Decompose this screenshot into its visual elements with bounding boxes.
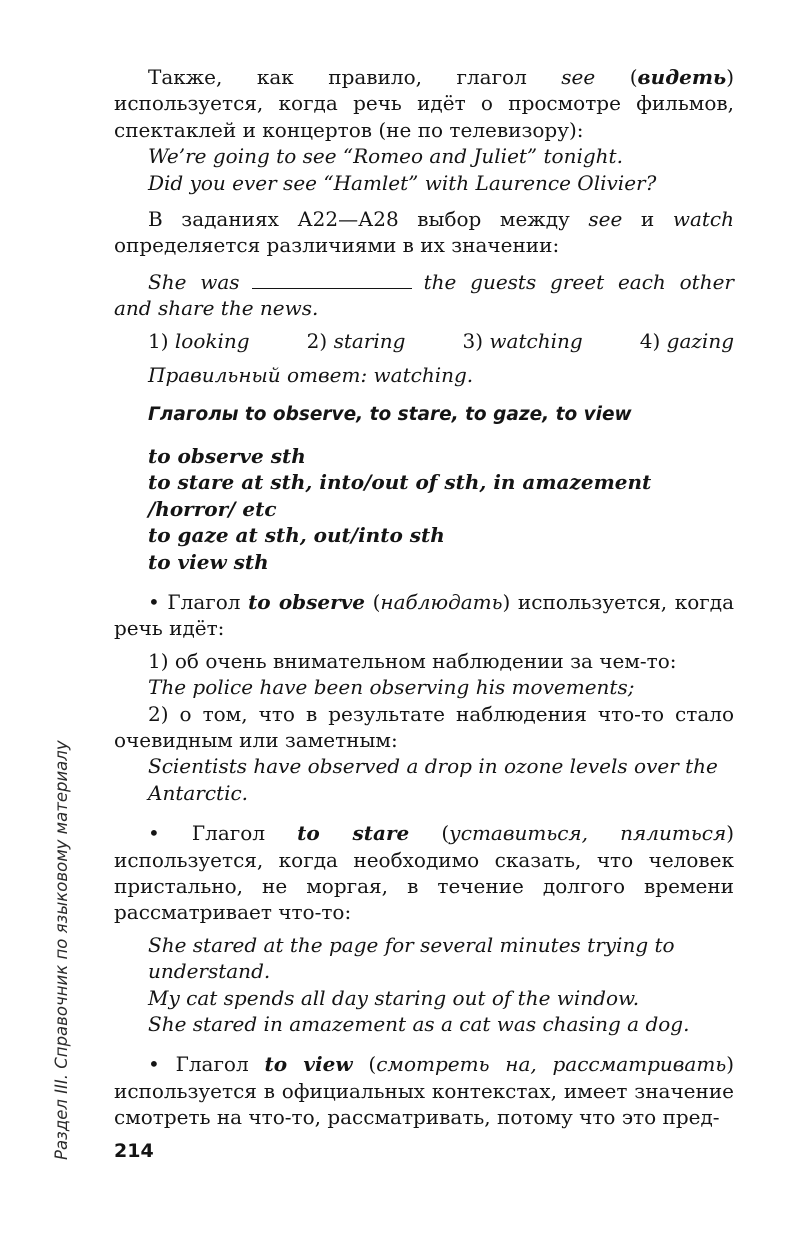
observe-item-2: 2) о том, что в результате наблюдения что-то стало очевидным или заметным:	[114, 701, 734, 752]
phrase-line: to view sth	[148, 549, 269, 574]
page-body	[114, 64, 734, 1131]
example-line: She stared at the page for several minutes trying to understand.	[148, 932, 675, 984]
answer-options	[114, 328, 734, 354]
observe-paragraph: • Глагол to observe (наблюдать) используется, когда речь идёт:	[114, 589, 735, 641]
observe-item-1: 1) об очень внимательном наблюдении за чем-то:	[148, 648, 677, 673]
option-2: 2) staring	[306, 328, 406, 353]
example-line: My cat spends all day staring out of the window.	[148, 985, 640, 1010]
option-4: 4) gazing	[639, 328, 734, 353]
section-sidebar-label: Раздел III. Справочник по языковому материалу	[52, 740, 71, 1160]
view-paragraph: • Глагол to view (смотреть на, рассматривать) используется в официальных контекстах, имеет значение смотреть на что-то, рассматривать, потому что это пред-	[114, 1052, 735, 1130]
phrase-line: to observe sth	[148, 443, 306, 468]
example-line: The police have been observing his movements;	[148, 675, 635, 700]
example-line: Scientists have observed a drop in ozone levels over the Antarctic.	[148, 754, 718, 805]
section-heading: Глаголы to observe, to stare, to gaze, to view	[148, 404, 632, 426]
option-3: 3) watching	[462, 328, 583, 353]
example-line: She stared in amazement as a cat was chasing a dog.	[148, 1012, 690, 1036]
stare-paragraph: • Глагол to stare (уставиться, пялиться) используется, когда необходимо сказать, что человек пристально, не моргая, в течение долгого времени рассматривает что-то:	[114, 821, 735, 925]
correct-answer: Правильный ответ: watching.	[148, 363, 474, 388]
example-line: Did you ever see “Hamlet” with Laurence Olivier?	[148, 170, 657, 195]
phrase-line: to stare at sth, into/out of sth, in amazement /horror/ etc	[148, 470, 652, 521]
tasks-paragraph: В заданиях А22—А28 выбор между see и watch определяется различиями в их значении:	[114, 207, 735, 258]
answer-blank	[252, 270, 412, 289]
example-line: We’re going to see “Romeo and Juliet” tonight.	[148, 144, 623, 169]
see-paragraph: Также, как правило, глагол see (видеть) используется, когда речь идёт о просмотре фильмов, спектаклей и концертов (не по телевизору):	[114, 65, 734, 142]
option-1: 1) looking	[148, 328, 250, 353]
page-number: 214	[114, 1140, 154, 1162]
phrase-line: to gaze at sth, out/into sth	[148, 523, 445, 548]
exercise-sentence: She was the guests greet each other and share the news.	[114, 269, 734, 321]
